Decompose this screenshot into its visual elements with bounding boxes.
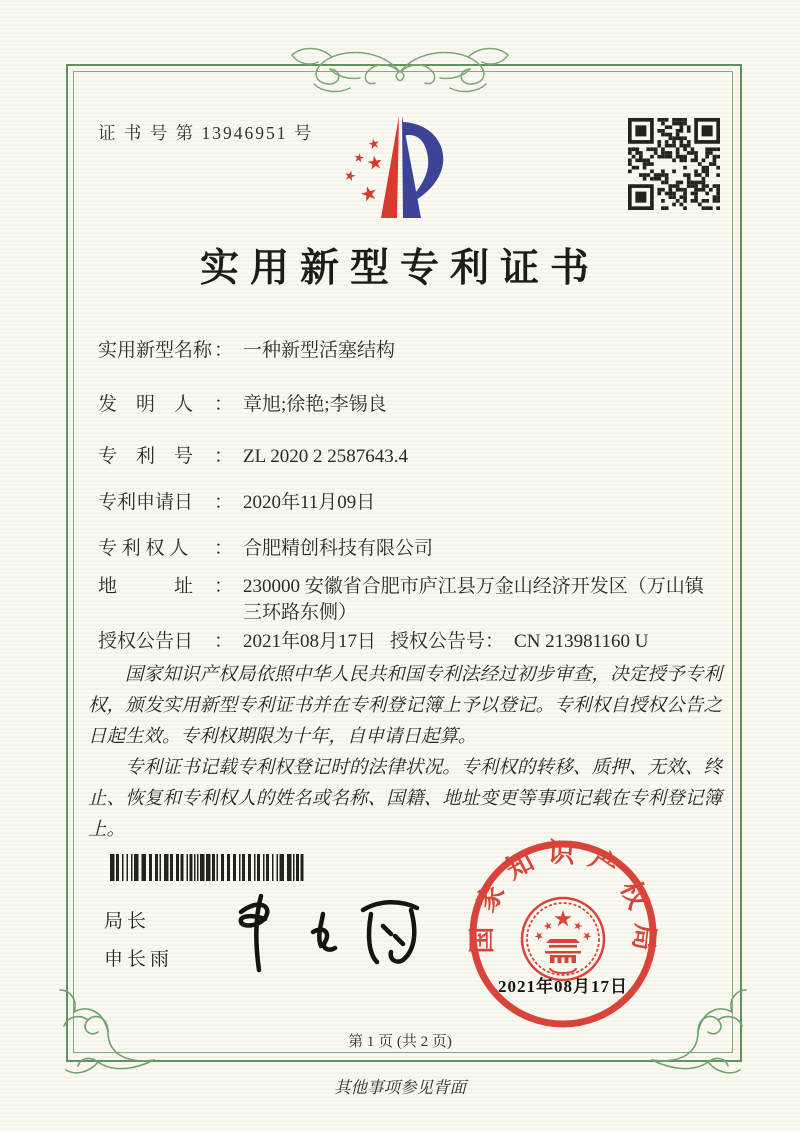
- field-label: 专 利 权 人: [98, 538, 189, 559]
- field-colon: ：: [214, 631, 234, 652]
- field-filing-date: [98, 490, 714, 516]
- field-label: 专利申请日: [98, 492, 194, 513]
- field-value: CN 213981160 U: [514, 631, 649, 652]
- top-flourish-ornament: [284, 40, 516, 100]
- page-number: 第 1 页 (共 2 页): [348, 1034, 452, 1050]
- barcode: [110, 854, 312, 881]
- field-label: 授权公告日: [98, 631, 194, 652]
- director-block: [104, 906, 173, 982]
- field-value: 一种新型活塞结构: [243, 340, 396, 361]
- cnipa-seal: [465, 836, 661, 1032]
- certificate-title: 实用新型专利证书: [199, 247, 600, 290]
- field-value: 2020年11月09日: [243, 492, 376, 513]
- field-value: 230000 安徽省合肥市庐江县万金山经济开发区（万山镇三环路东侧）: [243, 576, 704, 623]
- field-colon: ：: [214, 446, 234, 467]
- register-paragraph: 专利证书记载专利权登记时的法律状况。专利权的转移、质押、无效、终止、恢复和专利权人的姓名或名称、国籍、地址变更等事项记载在专利登记簿上。: [88, 758, 722, 840]
- cnipa-logo-icon: [342, 110, 462, 225]
- field-value: 合肥精创科技有限公司: [243, 538, 434, 559]
- seal-text: 国家知识产权局: [466, 837, 661, 965]
- field-colon: ：: [214, 576, 234, 597]
- field-grant-number: [390, 629, 648, 655]
- field-colon: ：: [485, 631, 505, 652]
- field-label: 发 明 人: [98, 394, 194, 415]
- back-note: 其他事项参见背面: [334, 1078, 466, 1097]
- grant-paragraph: 国家知识产权局依照中华人民共和国专利法经过初步审查，决定授予专利权，颁发实用新型专利证书并在专利登记簿上予以登记。专利权自授权公告之日起生效。专利权期限为十年，自申请日起算。: [88, 665, 722, 747]
- certificate-number: 证 书 号 第 13946951 号: [98, 123, 314, 143]
- field-colon: ：: [214, 492, 234, 513]
- field-value: 2021年08月17日: [243, 631, 377, 652]
- field-value: 章旭;徐艳;李锡良: [243, 394, 387, 415]
- field-label: 专 利 号: [98, 446, 194, 467]
- director-name: 申长雨: [104, 949, 174, 970]
- field-address: [98, 574, 714, 626]
- field-grant-row: [98, 629, 714, 655]
- field-label: 地 址: [98, 576, 194, 597]
- field-colon: ：: [214, 538, 234, 559]
- director-signature: [225, 884, 435, 984]
- field-patent-number: [98, 444, 714, 470]
- field-label: 实用新型名称: [98, 340, 213, 361]
- field-inventor: [98, 392, 714, 418]
- legal-text-block: [88, 660, 722, 846]
- field-utility-model-name: [98, 338, 714, 364]
- field-label: 授权公告号: [390, 631, 486, 652]
- field-colon: ：: [214, 394, 234, 415]
- field-colon: ：: [214, 340, 234, 361]
- field-value: ZL 2020 2 2587643.4: [243, 446, 409, 467]
- director-title: 局长: [104, 911, 151, 932]
- field-patentee: [98, 536, 714, 562]
- qr-code: [628, 118, 720, 210]
- seal-date: 2021年08月17日: [498, 977, 628, 996]
